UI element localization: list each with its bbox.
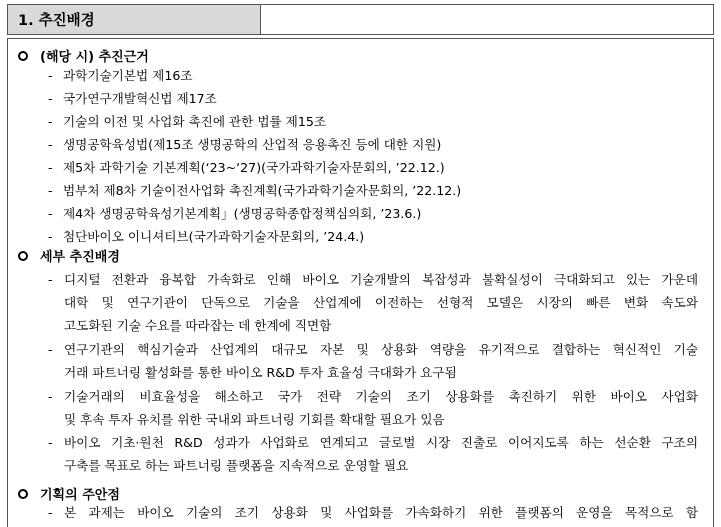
basis-item: 국가연구개발혁신법 제17조 — [63, 91, 217, 106]
background-paragraph-line: 디지털 전환과 융복합 가속화로 인해 바이오 기술개발의 복잡성과 불확실성이 극대화되고 있는 가운데 — [64, 272, 698, 287]
dash-icon: - — [48, 114, 53, 129]
basis-item: 생명공학육성법(제15조 생명공학의 산업적 응용촉진 등에 대한 지원) — [63, 137, 442, 152]
basis-item: 첨단바이오 이니셔티브(국가과학기술자문회의, ’24.4.) — [63, 229, 365, 244]
dash-icon: - — [48, 229, 53, 244]
circle-bullet-icon — [18, 51, 28, 61]
dash-icon: - — [48, 160, 53, 175]
dash-icon: - — [48, 137, 53, 152]
section-title-text: 세부 추진배경 — [40, 250, 120, 265]
basis-item: 과학기술기본법 제16조 — [63, 68, 193, 83]
dash-icon: - — [48, 68, 53, 83]
section-title-background — [18, 246, 120, 265]
background-paragraph-line: 대학 및 연구기관이 단독으로 기술을 산업계에 이전하는 선형적 모델은 시장의 빠른 변화 속도와 — [64, 295, 698, 310]
focus-paragraph-line: 본 과제는 바이오 기술의 조기 상용화 및 사업화를 가속화하기 위한 플랫폼의 운영을 목적으로 함 — [64, 505, 698, 520]
background-paragraph-line: 거래 파트너링 활성화를 통한 바이오 R&D 투자 효율성 극대화가 요구됨 — [64, 365, 457, 380]
circle-bullet-icon — [18, 489, 28, 499]
section-title-basis — [18, 46, 149, 65]
background-paragraph-line: 고도화된 기술 수요를 따라잡는 데 한계에 직면함 — [64, 318, 332, 333]
dash-icon: - — [48, 505, 53, 520]
basis-item: 기술의 이전 및 사업화 촉진에 관한 법률 제15조 — [63, 114, 327, 129]
dash-icon: - — [48, 435, 53, 450]
section-title-text: 기획의 주안점 — [40, 488, 120, 503]
background-paragraph-line: 기술거래의 비효율성을 해소하고 국가 전략 기술의 조기 상용화를 촉진하기 위한 바이오 사업화 — [64, 389, 698, 404]
background-paragraph-line: 바이오 기초·원천 R&D 성과가 사업화로 연계되고 글로벌 시장 진출로 이어지도록 하는 선순환 구조의 — [64, 435, 698, 450]
dash-icon: - — [48, 206, 53, 221]
section-header — [7, 4, 714, 35]
background-paragraph-line: 연구기관의 핵심기술과 산업계의 대규모 자본 및 상용화 역량을 유기적으로 결합하는 혁신적인 기술 — [64, 342, 698, 357]
basis-item: 제5차 과학기술 기본계획(‘23~‘27)(국가과학기술자문회의, ’22.12.) — [63, 160, 445, 175]
dash-icon: - — [48, 389, 53, 404]
basis-item: 제4차 생명공학육성기본계획」(생명공학종합정책심의회, ’23.6.) — [63, 206, 422, 221]
dash-icon: - — [48, 342, 53, 357]
dash-icon: - — [48, 183, 53, 198]
dash-icon: - — [48, 91, 53, 106]
section-header-title: 1. 추진배경 — [8, 5, 261, 34]
section-title-text: (해당 시) 추진근거 — [40, 50, 149, 65]
section-header-blank-cell — [261, 5, 713, 34]
circle-bullet-icon — [18, 251, 28, 261]
background-paragraph-line: 및 후속 투자 유치를 위한 국내외 파트너링 기회를 확대할 필요가 있음 — [64, 412, 445, 427]
background-paragraph-line: 구축를 목표로 하는 파트너링 플랫폼을 지속적으로 운영할 필요 — [64, 458, 409, 473]
dash-icon: - — [48, 272, 53, 287]
basis-item: 범부처 제8차 기술이전사업화 촉진계획(국가과학기술자문회의, ’22.12.) — [63, 183, 462, 198]
